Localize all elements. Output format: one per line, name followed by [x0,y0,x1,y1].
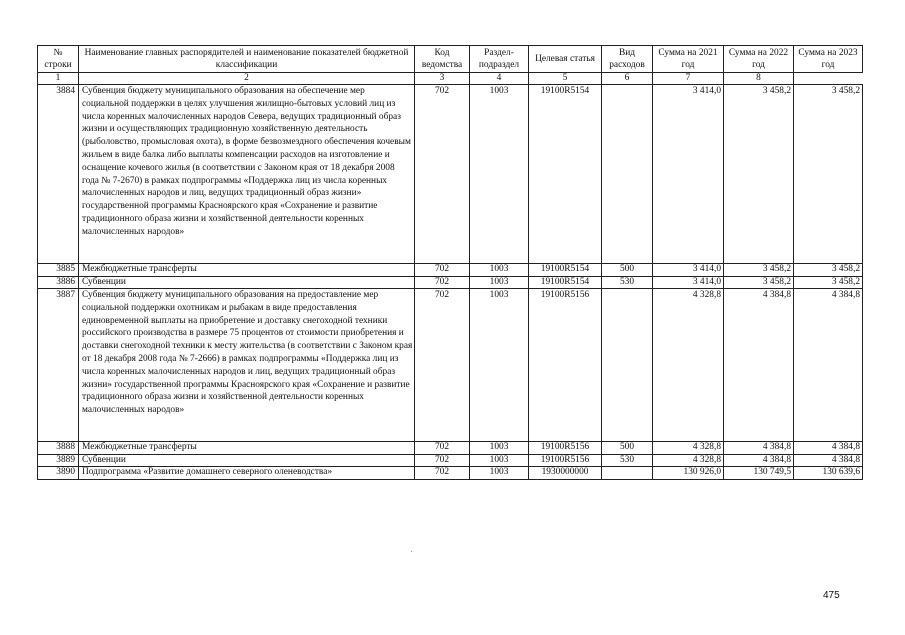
table-row [38,85,863,264]
row-name: Субвенции [79,276,415,289]
row-sum-2023: 130 639,6 [794,467,863,480]
row-dept-code: 702 [415,85,470,264]
header-expense-type: Вид расходов [602,46,653,73]
row-section: 1003 [470,454,529,467]
header-section: Раздел-подраздел [470,46,529,73]
table-row [38,264,863,277]
row-expense-type: 530 [602,276,653,289]
row-target: 19100R5156 [529,289,602,442]
column-number: 5 [529,73,602,85]
row-name: Субвенция бюджету муниципального образования на предоставление мер социальной поддержки охотникам и рыбакам в виде предоставления единовременной выплаты на приобретение и доставку снегоходной техники российского производства в размере 75 процентов от стоимости приобретения и доставки снегоходной техники к месту жительства (в соответствии с Законом края от 18 декабря 2008 года № 7-2666) в рамках подпрограммы «Поддержка лиц из числа коренных малочисленных народов и лиц, ведущих традиционный образ жизни» государственной программы Красноярского края «Сохранение и развитие традиционного образа жизни и хозяйственной деятельности коренных малочисленных народов» [79,289,415,442]
row-sum-2023: 3 458,2 [794,85,863,264]
column-number: 4 [470,73,529,85]
header-row-no: № строки [38,46,79,73]
column-number: 1 [38,73,79,85]
row-dept-code: 702 [415,276,470,289]
column-number: 8 [724,73,794,85]
row-target: 19100R5156 [529,454,602,467]
row-expense-type: 500 [602,264,653,277]
table-header [38,46,863,85]
row-sum-2021: 3 414,0 [653,85,724,264]
row-sum-2023: 3 458,2 [794,264,863,277]
header-sum-2021: Сумма на 2021 год [653,46,724,73]
header-name: Наименование главных распорядителей и наименование показателей бюджетной классификации [79,46,415,73]
row-sum-2022: 4 384,8 [724,454,794,467]
column-number: 2 [79,73,415,85]
header-sum-2023: Сумма на 2023 год [794,46,863,73]
row-sum-2022: 3 458,2 [724,85,794,264]
header-sum-2022: Сумма на 2022 год [724,46,794,73]
row-sum-2021: 4 328,8 [653,442,724,455]
scan-speck [411,551,412,552]
row-number: 3886 [38,276,79,289]
row-target: 19100R5154 [529,264,602,277]
row-sum-2023: 4 384,8 [794,454,863,467]
row-section: 1003 [470,85,529,264]
row-sum-2022: 3 458,2 [724,264,794,277]
row-expense-type: 500 [602,442,653,455]
column-number: 6 [602,73,653,85]
row-section: 1003 [470,276,529,289]
row-dept-code: 702 [415,264,470,277]
table-row [38,289,863,442]
row-sum-2023: 3 458,2 [794,276,863,289]
row-dept-code: 702 [415,442,470,455]
row-dept-code: 702 [415,289,470,442]
table-body [38,85,863,480]
row-number: 3890 [38,467,79,480]
row-section: 1003 [470,442,529,455]
row-sum-2021: 130 926,0 [653,467,724,480]
row-section: 1003 [470,264,529,277]
table-row [38,454,863,467]
row-sum-2021: 4 328,8 [653,289,724,442]
row-sum-2022: 4 384,8 [724,289,794,442]
row-expense-type [602,85,653,264]
row-section: 1003 [470,289,529,442]
row-sum-2022: 130 749,5 [724,467,794,480]
row-sum-2022: 3 458,2 [724,276,794,289]
row-sum-2022: 4 384,8 [724,442,794,455]
header-dept-code: Код ведомства [415,46,470,73]
row-target: 19100R5154 [529,85,602,264]
table-row [38,467,863,480]
row-expense-type: 530 [602,454,653,467]
row-expense-type [602,289,653,442]
column-number: 3 [415,73,470,85]
table-row [38,442,863,455]
row-number: 3888 [38,442,79,455]
table-row [38,276,863,289]
row-section: 1003 [470,467,529,480]
row-expense-type [602,467,653,480]
row-name: Межбюджетные трансферты [79,442,415,455]
column-number: 7 [653,73,724,85]
header-target: Целевая статья [529,46,602,73]
row-number: 3889 [38,454,79,467]
row-sum-2021: 3 414,0 [653,276,724,289]
row-number: 3887 [38,289,79,442]
row-number: 3884 [38,85,79,264]
row-target: 19100R5154 [529,276,602,289]
page-number: 475 [823,590,840,601]
row-number: 3885 [38,264,79,277]
row-target: 19100R5156 [529,442,602,455]
row-dept-code: 702 [415,467,470,480]
row-dept-code: 702 [415,454,470,467]
row-name: Межбюджетные трансферты [79,264,415,277]
budget-table [37,45,863,480]
row-name: Субвенции [79,454,415,467]
row-name: Подпрограмма «Развитие домашнего северного оленеводства» [79,467,415,480]
row-sum-2021: 3 414,0 [653,264,724,277]
row-sum-2021: 4 328,8 [653,454,724,467]
row-name: Субвенция бюджету муниципального образования на обеспечение мер социальной поддержки в целях улучшения жилищно-бытовых условий лиц из числа коренных малочисленных народов Севера, ведущих традиционный образ жизни и осуществляющих традиционную хозяйственную деятельность (рыболовство, промысловая охота), в форме безвозмездного обеспечения кочевым жильем в виде балка либо выплаты компенсации расходов на изготовление и оснащение кочевого жилья (в соответствии с Законом края от 18 декабря 2008 года № 7-2670) в рамках подпрограммы «Поддержка лиц из числа коренных малочисленных народов и лиц, ведущих традиционный образ жизни» государственной программы Красноярского края «Сохранение и развитие традиционного образа жизни и хозяйственной деятельности коренных малочисленных народов» [79,85,415,264]
row-target: 1930000000 [529,467,602,480]
row-sum-2023: 4 384,8 [794,289,863,442]
row-sum-2023: 4 384,8 [794,442,863,455]
